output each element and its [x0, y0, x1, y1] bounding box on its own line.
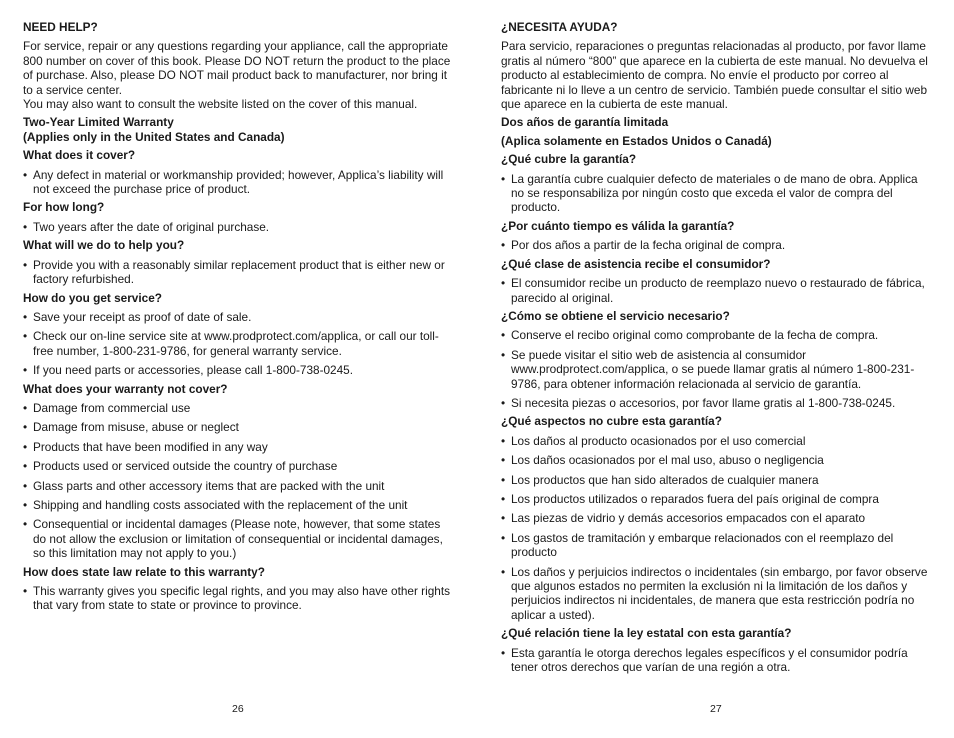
list-item — [23, 329, 455, 358]
question-state-law-es: ¿Qué relación tiene la ley estatal con esta garantía? — [501, 626, 792, 641]
list-item — [23, 258, 455, 287]
list-item-text: Check our on-line service site at www.prodprotect.com/applica, or call our toll-free number, 1-800-231-9786, for general warranty service. — [33, 329, 439, 358]
website-note: You may also want to consult the website listed on the cover of this manual. — [23, 97, 418, 112]
question-how-long-es: ¿Por cuánto tiempo es válida la garantía? — [501, 218, 735, 233]
list-item-text: If you need parts or accessories, please call 1-800-738-0245. — [33, 363, 354, 378]
question-help-es: ¿Qué clase de asistencia recibe el consumidor? — [501, 256, 771, 271]
list-item-text: Los gastos de tramitación y embarque relacionados con el reemplazo del producto — [511, 530, 894, 560]
bullet-icon: • — [501, 453, 506, 468]
list-item — [501, 511, 933, 525]
list-item-text: Los productos que han sido alterados de cualquier manera — [511, 472, 819, 487]
list-item-text: Los daños ocasionados por el mal uso, abuso o negligencia — [511, 453, 824, 468]
bullet-icon: • — [23, 497, 28, 512]
bullet-icon: • — [23, 329, 28, 344]
right-page — [501, 20, 933, 674]
list-item-text: Shipping and handling costs associated with the replacement of the unit — [33, 497, 408, 512]
service-list-es — [501, 328, 933, 410]
cover-list-es — [501, 172, 933, 215]
service-list — [23, 310, 455, 378]
left-page — [23, 20, 455, 613]
bullet-icon: • — [23, 459, 28, 474]
bullet-icon: • — [501, 433, 506, 448]
question-cover: What does it cover? — [23, 148, 136, 163]
warranty-subtitle: (Applies only in the United States and Canada) — [23, 129, 285, 144]
list-item-text: Los productos utilizados o reparados fuera del país original de compra — [511, 491, 879, 506]
list-item — [23, 220, 455, 234]
bullet-icon: • — [501, 472, 506, 487]
list-item-text: Two years after the date of original purchase. — [33, 219, 270, 234]
list-item — [23, 479, 455, 493]
bullet-icon: • — [23, 439, 28, 454]
bullet-icon: • — [501, 328, 506, 343]
list-item-text: Consequential or incidental damages (Please note, however, that some states do not allow the exclusion or limitation of consequential or incidental damages, so this limitation may not apply to you.) — [33, 517, 443, 561]
help-list — [23, 258, 455, 287]
state-law-list-es — [501, 646, 933, 675]
question-cover-es: ¿Qué cubre la garantía? — [501, 152, 637, 167]
list-item — [23, 310, 455, 324]
list-item — [23, 420, 455, 434]
bullet-icon: • — [23, 167, 28, 182]
bullet-icon: • — [23, 219, 28, 234]
list-item — [501, 396, 933, 410]
bullet-icon: • — [501, 511, 506, 526]
list-item — [23, 584, 455, 613]
list-item — [23, 363, 455, 377]
list-item-text: Products used or serviced outside the country of purchase — [33, 459, 338, 474]
list-item-text: Se puede visitar el sitio web de asistencia al consumidor www.prodprotect.com/applica, o se puede llamar gratis al número 1-800-231-9786, para obtener información relacionada al servicio de garantía. — [511, 347, 915, 391]
bullet-icon: • — [23, 257, 28, 272]
need-help-heading-es: ¿NECESITA AYUDA? — [501, 20, 618, 34]
bullet-icon: • — [501, 238, 506, 253]
list-item — [501, 492, 933, 506]
not-cover-list — [23, 401, 455, 561]
warranty-title-es: Dos años de garantía limitada — [501, 115, 669, 130]
question-not-cover-es: ¿Qué aspectos no cubre esta garantía? — [501, 414, 722, 429]
list-item — [501, 434, 933, 448]
list-item-text: Conserve el recibo original como comprobante de la fecha de compra. — [511, 328, 879, 343]
help-list-es — [501, 276, 933, 305]
page-number-left: 26 — [232, 703, 244, 715]
need-help-paragraph-es: Para servicio, reparaciones o preguntas relacionadas al producto, por favor llame gratis al número “800” que aparece en la cubierta de este manual. No devuelva el producto al establecimiento de compra. No envíe el producto por correo al fabricante ni lo lleve a un centro de servicio. También puede consultar el sitio web que aparece en la cubierta de este manual. — [501, 39, 928, 112]
list-item — [23, 168, 455, 197]
list-item-text: Glass parts and other accessory items that are packed with the unit — [33, 478, 385, 493]
bullet-icon: • — [23, 584, 28, 598]
bullet-icon: • — [501, 395, 506, 410]
question-service-es: ¿Cómo se obtiene el servicio necesario? — [501, 308, 730, 323]
state-law-list — [23, 584, 455, 613]
bullet-icon: • — [501, 276, 506, 291]
list-item-text: Por dos años a partir de la fecha original de compra. — [511, 238, 786, 253]
list-item — [501, 172, 933, 215]
list-item — [501, 238, 933, 252]
list-item-text: This warranty gives you specific legal rights, and you may also have other rights that vary from state to state or province to province. — [33, 584, 451, 613]
list-item — [23, 459, 455, 473]
bullet-icon: • — [23, 517, 28, 532]
bullet-icon: • — [501, 564, 506, 579]
list-item-text: Provide you with a reasonably similar replacement product that is either new or factory refurbished. — [33, 257, 445, 287]
list-item-text: Los daños y perjuicios indirectos o incidentales (sin embargo, por favor observe que algunos estados no permiten la exclusión ni la limitación de los daños y perjuicios indirectos ni incidentales, de manera que esta restricción podría no aplicar a usted). — [511, 564, 928, 622]
bullet-icon: • — [501, 530, 506, 545]
list-item-text: Esta garantía le otorga derechos legales específicos y el consumidor podría tener otros derechos que varían de una región a otra. — [511, 645, 908, 675]
question-how-long: For how long? — [23, 200, 105, 215]
bullet-icon: • — [23, 363, 28, 378]
list-item-text: Any defect in material or workmanship provided; however, Applica’s liability will not exceed the purchase price of product. — [33, 167, 444, 197]
bullet-icon: • — [23, 309, 28, 324]
list-item-text: Save your receipt as proof of date of sale. — [33, 309, 252, 324]
bullet-icon: • — [501, 645, 506, 660]
list-item-text: Products that have been modified in any way — [33, 439, 268, 454]
bullet-icon: • — [501, 171, 506, 186]
list-item-text: Los daños al producto ocasionados por el uso comercial — [511, 433, 806, 448]
list-item — [23, 498, 455, 512]
list-item — [501, 453, 933, 467]
not-cover-list-es — [501, 434, 933, 622]
page-number-right: 27 — [710, 703, 722, 715]
question-state-law: How does state law relate to this warranty? — [23, 564, 265, 579]
list-item — [501, 646, 933, 675]
bullet-icon: • — [501, 491, 506, 506]
list-item-text: El consumidor recibe un producto de reemplazo nuevo o restaurado de fábrica, parecido al original. — [511, 276, 925, 305]
question-not-cover: What does your warranty not cover? — [23, 381, 228, 396]
bullet-icon: • — [23, 478, 28, 493]
list-item — [501, 565, 933, 623]
cover-list — [23, 168, 455, 197]
list-item — [501, 348, 933, 391]
bullet-icon: • — [23, 420, 28, 435]
bullet-icon: • — [23, 400, 28, 415]
warranty-title: Two-Year Limited Warranty — [23, 115, 174, 130]
list-item-text: La garantía cubre cualquier defecto de materiales o de mano de obra. Applica no se responsabiliza por ningún costo que exceda el valor de compra del producto. — [511, 171, 918, 215]
list-item — [501, 328, 933, 342]
warranty-subtitle-es: (Aplica solamente en Estados Unidos o Canadá) — [501, 133, 772, 148]
bullet-icon: • — [501, 347, 506, 362]
need-help-heading: NEED HELP? — [23, 20, 98, 34]
list-item — [23, 517, 455, 560]
list-item — [23, 401, 455, 415]
list-item — [501, 473, 933, 487]
list-item-text: Damage from misuse, abuse or neglect — [33, 420, 239, 435]
list-item-text: Si necesita piezas o accesorios, por favor llame gratis al 1-800-738-0245. — [511, 395, 896, 410]
question-help: What will we do to help you? — [23, 238, 185, 253]
list-item-text: Damage from commercial use — [33, 400, 191, 415]
list-item — [501, 276, 933, 305]
question-service: How do you get service? — [23, 290, 162, 305]
how-long-list — [23, 220, 455, 234]
list-item — [23, 440, 455, 454]
need-help-paragraph: For service, repair or any questions regarding your appliance, call the appropriate 800 number on cover of this book. Please DO NOT return the product to the place of purchase. Also, please DO NOT mail product back to manufacturer, nor bring it to a service center. — [23, 39, 451, 97]
list-item-text: Las piezas de vidrio y demás accesorios empacados con el aparato — [511, 511, 866, 526]
list-item — [501, 531, 933, 560]
how-long-list-es — [501, 238, 933, 252]
